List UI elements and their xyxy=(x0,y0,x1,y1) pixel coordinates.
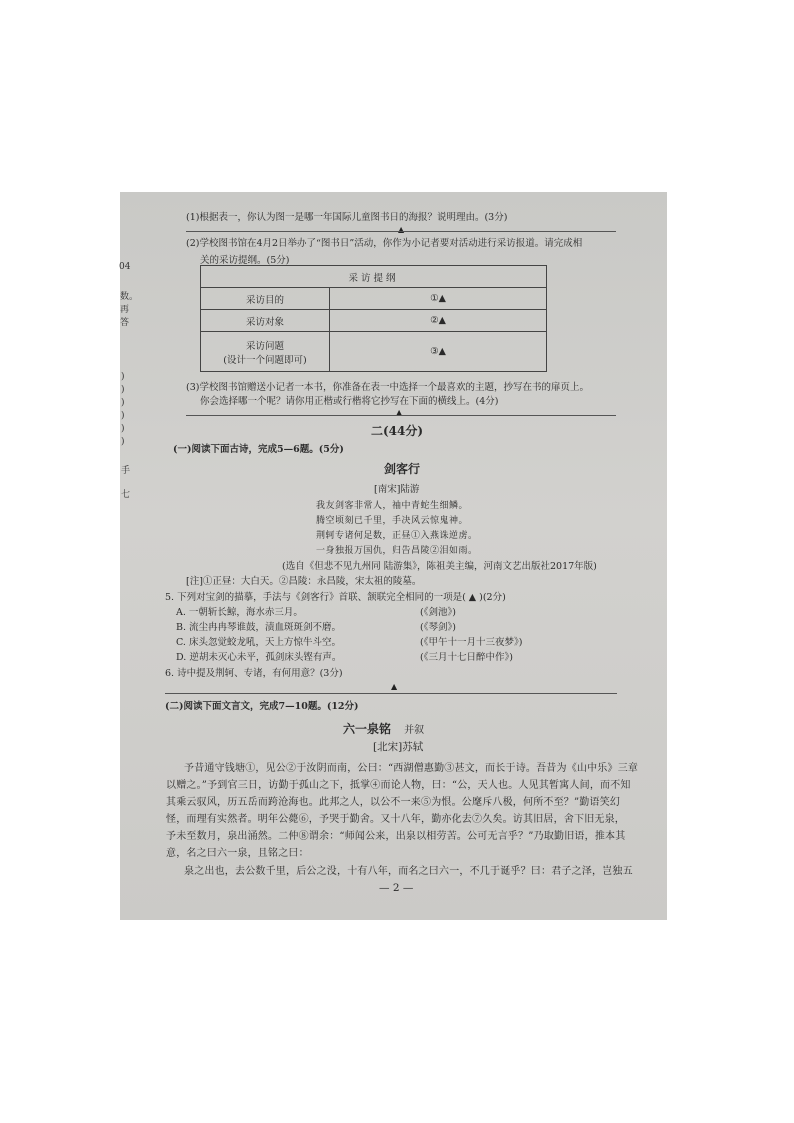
edge-fragment: 04 xyxy=(119,262,131,272)
edge-fragment: 七 xyxy=(121,490,131,500)
question-2-line1: (2)学校图书馆在4月2日举办了“图书日”活动，你作为小记者要对活动进行采访报道。请完成相 xyxy=(186,238,583,249)
edge-fragment: ) xyxy=(121,398,125,408)
edge-fragment: 答 xyxy=(120,318,130,328)
option-a-source: (《剑池》) xyxy=(420,607,456,618)
edge-fragment: ) xyxy=(121,372,125,382)
table-row-answer: ③▲ xyxy=(330,332,547,372)
edge-fragment: 手 xyxy=(121,466,131,476)
section-2-heading: 二(44分) xyxy=(371,424,424,438)
option-b-text: B. 流尘冉冉琴谁鼓，渍血斑斑剑不磨。 xyxy=(176,622,342,633)
option-d-source: (《三月十七日醉中作》) xyxy=(420,652,513,663)
edge-fragment: 数。 xyxy=(120,292,139,302)
poem-author: [南宋]陆游 xyxy=(374,484,420,495)
prose-line: 意，名之曰六一泉，且铭之曰： xyxy=(166,848,309,859)
edge-fragment: 再 xyxy=(120,305,130,315)
question-5: 5. 下列对宝剑的描摹，手法与《剑客行》首联、颔联完全相同的一项是( ▲ )(2分) xyxy=(165,592,506,603)
answer-marker: ▲ xyxy=(391,682,398,691)
edge-fragment: ) xyxy=(121,385,125,395)
part-2-heading: (二)阅读下面文言文，完成7—10题。(12分) xyxy=(165,701,359,712)
question-2-line2: 关的采访提纲。(5分) xyxy=(200,255,290,266)
option-c-source: (《甲午十一月十三夜梦》) xyxy=(420,637,523,648)
poem-line: 荆轲专诸何足数，正昼①入燕诛逆虏。 xyxy=(316,531,478,541)
prose-title: 六一泉铭 xyxy=(343,722,392,736)
answer-marker: ▲ xyxy=(396,408,403,417)
prose-line: 予昔通守钱塘①，见公②于汝阴而南，公曰：“西湖僧惠勤③甚文，而长于诗。吾昔为《山中乐》三章 xyxy=(184,763,639,774)
answer-marker: ▲ xyxy=(398,225,405,234)
poem-source: (选自《但悲不见九州同 陆游集》，陈祖美主编，河南文艺出版社2017年版) xyxy=(282,561,597,572)
prose-line: 泉之出也，去公数千里，后公之没，十有八年，而名之曰六一，不几于诞乎？曰：君子之泽，岂独五 xyxy=(184,866,633,877)
prose-line: 以赠之。”予到官三日，访勤于孤山之下，抵掌④而论人物，曰：“公，天人也。人见其暂寓人间，而不知 xyxy=(166,780,631,791)
option-c-text: C. 床头忽觉蛟龙吼，天上方惊牛斗空。 xyxy=(176,637,341,648)
question-3-line1: (3)学校图书馆赠送小记者一本书，你准备在表一中选择一个最喜欢的主题，抄写在书的扉页上。 xyxy=(186,382,589,393)
prose-title-row xyxy=(343,718,424,737)
poem-line: 一身独报万国仇，归告昌陵②泪如雨。 xyxy=(316,546,478,556)
table-row-answer: ②▲ xyxy=(330,310,547,332)
prose-author: [北宋]苏轼 xyxy=(373,741,424,753)
option-a-text: A. 一朝斩长鲸，海水赤三月。 xyxy=(176,607,303,618)
answer-line xyxy=(165,693,617,694)
interview-outline-table xyxy=(200,265,547,372)
edge-fragment: ) xyxy=(121,424,125,434)
edge-fragment: ) xyxy=(121,411,125,421)
poem-line: 我友剑客非常人，袖中青蛇生细鳞。 xyxy=(316,501,469,511)
prose-line: 其乘云驭风，历五岳而跨沧海也。此邦之人，以公不一来⑤为恨。公麾斥八极，何所不至？”勤语笑幻 xyxy=(166,797,621,808)
table-row-label: 采访目的 xyxy=(201,288,330,310)
question-6: 6. 诗中提及荆轲、专诸，有何用意？(3分) xyxy=(165,668,343,679)
prose-line: 怪，而理有实然者。明年公薨⑥，予哭于勤舍。又十八年，勤亦化去⑦久矣。访其旧居，舍下旧无泉， xyxy=(166,814,625,825)
part-1-heading: (一)阅读下面古诗，完成5—6题。(5分) xyxy=(173,444,344,455)
poem-line: 腾空顷刻已千里，手决风云惊鬼神。 xyxy=(316,516,469,526)
exam-page-photo xyxy=(120,192,667,920)
option-b-source: (《琴剑》) xyxy=(420,622,456,633)
table-row-answer: ①▲ xyxy=(330,288,547,310)
table-row-label: 采访对象 xyxy=(201,310,330,332)
prose-title-suffix: 并叙 xyxy=(404,725,425,736)
answer-line xyxy=(186,231,616,232)
prose-line: 予未至数月，泉出涌然。二仲⑧谓余：“师闻公来，出泉以相劳苦。公可无言乎？”乃取勤旧语，推本其 xyxy=(166,831,626,842)
table-row-sublabel: (设计一个问题即可) xyxy=(223,354,307,366)
table-row-label-cell xyxy=(201,332,330,372)
edge-fragment: ) xyxy=(121,437,125,447)
option-d-text: D. 逆胡未灭心未平，孤剑床头铿有声。 xyxy=(176,652,342,663)
poem-title: 剑客行 xyxy=(384,462,421,476)
table-row-label: 采访问题 xyxy=(245,340,284,352)
poem-note: [注]①正昼：大白天。②昌陵：永昌陵，宋太祖的陵墓。 xyxy=(186,576,422,587)
page-number: — 2 — xyxy=(379,882,414,894)
question-1: (1)根据表一，你认为图一是哪一年国际儿童图书日的海报？说明理由。(3分) xyxy=(186,212,508,223)
question-3-line2: 你会选择哪一个呢？请你用正楷或行楷将它抄写在下面的横线上。(4分) xyxy=(200,396,499,407)
answer-line xyxy=(186,415,616,416)
table-header: 采访提纲 xyxy=(201,266,547,288)
